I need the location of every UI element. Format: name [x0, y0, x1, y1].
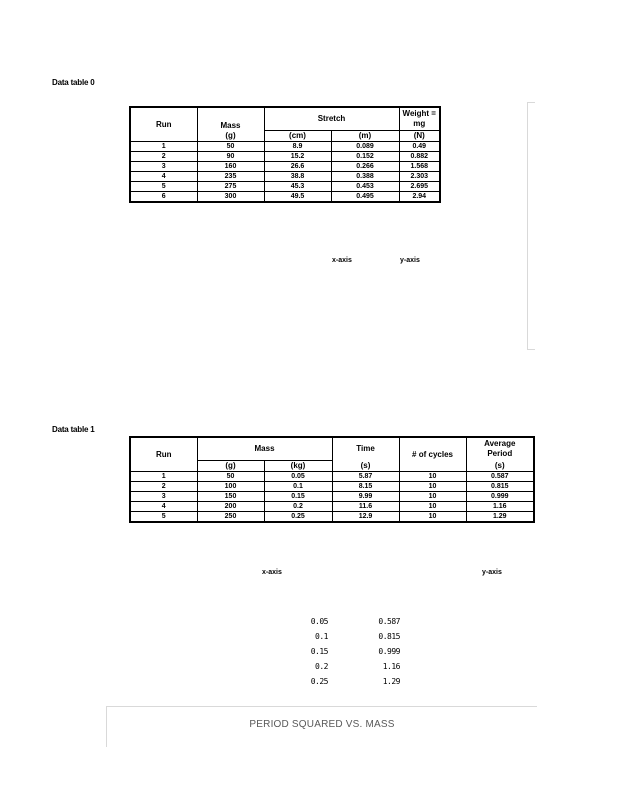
cell-mass-g: 50	[197, 472, 264, 482]
cell-m: 0.495	[331, 192, 399, 203]
cell-mass-kg: 0.1	[264, 482, 332, 492]
cell-run: 2	[130, 152, 197, 162]
cell-cm: 45.3	[264, 182, 331, 192]
cell-run: 1	[130, 472, 197, 482]
header-weight	[399, 107, 440, 131]
table-row	[130, 192, 440, 203]
header-mass-kg: (kg)	[264, 461, 332, 472]
header-weight-line1: Weight =	[402, 109, 436, 118]
cell-time: 8.15	[332, 482, 399, 492]
header-mass: Mass	[197, 107, 264, 131]
header-weight-unit: (N)	[399, 131, 440, 142]
header-run: Run	[130, 437, 197, 472]
table0-x-axis-label: x-axis	[332, 257, 352, 264]
cell-cycles: 10	[399, 502, 466, 512]
cell-mass-kg: 0.25	[264, 512, 332, 523]
table0-y-axis-label: y-axis	[400, 257, 420, 264]
header-time-unit: (s)	[332, 461, 399, 472]
cell-cm: 38.8	[264, 172, 331, 182]
cell-weight: 0.49	[399, 142, 440, 152]
table-row	[130, 162, 440, 172]
header-period-line2: Period	[487, 449, 513, 459]
cell-m: 0.089	[331, 142, 399, 152]
cell-run: 5	[130, 512, 197, 523]
cell-weight: 1.568	[399, 162, 440, 172]
cell-weight: 2.695	[399, 182, 440, 192]
cell-cycles: 10	[399, 492, 466, 502]
cell-weight: 2.303	[399, 172, 440, 182]
header-period-line1: Average	[484, 439, 516, 449]
table-row	[130, 512, 534, 523]
cell-run: 4	[130, 172, 197, 182]
pair-y: 1.16	[382, 662, 400, 671]
cell-mass-g: 100	[197, 482, 264, 492]
cell-mass-kg: 0.15	[264, 492, 332, 502]
table-row	[130, 142, 440, 152]
cell-run: 6	[130, 192, 197, 203]
chart-frame[interactable]	[106, 706, 537, 747]
pair-y: 0.587	[378, 617, 400, 626]
cell-time: 5.87	[332, 472, 399, 482]
cell-run: 1	[130, 142, 197, 152]
pair-y: 0.999	[378, 647, 400, 656]
cell-mass: 300	[197, 192, 264, 203]
header-stretch-cm: (cm)	[264, 131, 331, 142]
cell-run: 4	[130, 502, 197, 512]
table1-y-axis-label: y-axis	[482, 569, 502, 576]
cell-mass: 50	[197, 142, 264, 152]
header-period	[466, 437, 534, 461]
cell-weight: 2.94	[399, 192, 440, 203]
table-row	[130, 182, 440, 192]
side-frame-left	[527, 102, 528, 350]
pair-x: 0.05	[310, 617, 328, 626]
header-run: Run	[130, 107, 197, 142]
cell-cm: 15.2	[264, 152, 331, 162]
cell-mass-g: 150	[197, 492, 264, 502]
header-cycles: # of cycles	[399, 437, 466, 472]
cell-cm: 49.5	[264, 192, 331, 203]
table0-caption: Data table 0	[52, 78, 95, 87]
cell-period: 0.587	[466, 472, 534, 482]
table-row	[130, 172, 440, 182]
cell-run: 2	[130, 482, 197, 492]
table-row	[130, 482, 534, 492]
cell-mass: 160	[197, 162, 264, 172]
cell-m: 0.453	[331, 182, 399, 192]
header-weight-line2: mg	[413, 119, 426, 128]
cell-weight: 0.882	[399, 152, 440, 162]
table1-caption: Data table 1	[52, 425, 95, 434]
data-table-1	[129, 436, 535, 523]
side-frame-bottom	[527, 349, 535, 350]
cell-mass: 275	[197, 182, 264, 192]
cell-mass-g: 200	[197, 502, 264, 512]
cell-cm: 26.6	[264, 162, 331, 172]
cell-m: 0.266	[331, 162, 399, 172]
header-mass: Mass	[197, 437, 332, 461]
cell-mass-kg: 0.05	[264, 472, 332, 482]
cell-cycles: 10	[399, 472, 466, 482]
cell-period: 0.815	[466, 482, 534, 492]
cell-cycles: 10	[399, 512, 466, 523]
pair-y: 0.815	[378, 632, 400, 641]
header-period-unit: (s)	[466, 461, 534, 472]
header-time: Time	[332, 437, 399, 461]
header-mass-unit: (g)	[197, 131, 264, 142]
cell-cm: 8.9	[264, 142, 331, 152]
cell-mass: 235	[197, 172, 264, 182]
pair-x: 0.1	[315, 632, 328, 641]
table-row	[130, 152, 440, 162]
header-mass-g: (g)	[197, 461, 264, 472]
cell-period: 0.999	[466, 492, 534, 502]
cell-time: 9.99	[332, 492, 399, 502]
pair-x: 0.25	[310, 677, 328, 686]
table-row	[130, 492, 534, 502]
header-stretch-m: (m)	[331, 131, 399, 142]
cell-time: 12.9	[332, 512, 399, 523]
cell-mass-g: 250	[197, 512, 264, 523]
cell-mass-kg: 0.2	[264, 502, 332, 512]
cell-run: 5	[130, 182, 197, 192]
pair-x: 0.15	[310, 647, 328, 656]
cell-period: 1.29	[466, 512, 534, 523]
side-frame-top	[527, 102, 535, 103]
cell-period: 1.16	[466, 502, 534, 512]
cell-cycles: 10	[399, 482, 466, 492]
cell-time: 11.6	[332, 502, 399, 512]
pair-y: 1.29	[382, 677, 400, 686]
cell-run: 3	[130, 492, 197, 502]
chart-title: PERIOD SQUARED VS. MASS	[249, 719, 395, 730]
data-table-0	[129, 106, 441, 203]
pair-x: 0.2	[315, 662, 328, 671]
header-stretch: Stretch	[264, 107, 399, 131]
cell-m: 0.152	[331, 152, 399, 162]
cell-m: 0.388	[331, 172, 399, 182]
cell-run: 3	[130, 162, 197, 172]
table1-x-axis-label: x-axis	[262, 569, 282, 576]
table-row	[130, 472, 534, 482]
cell-mass: 90	[197, 152, 264, 162]
table-row	[130, 502, 534, 512]
